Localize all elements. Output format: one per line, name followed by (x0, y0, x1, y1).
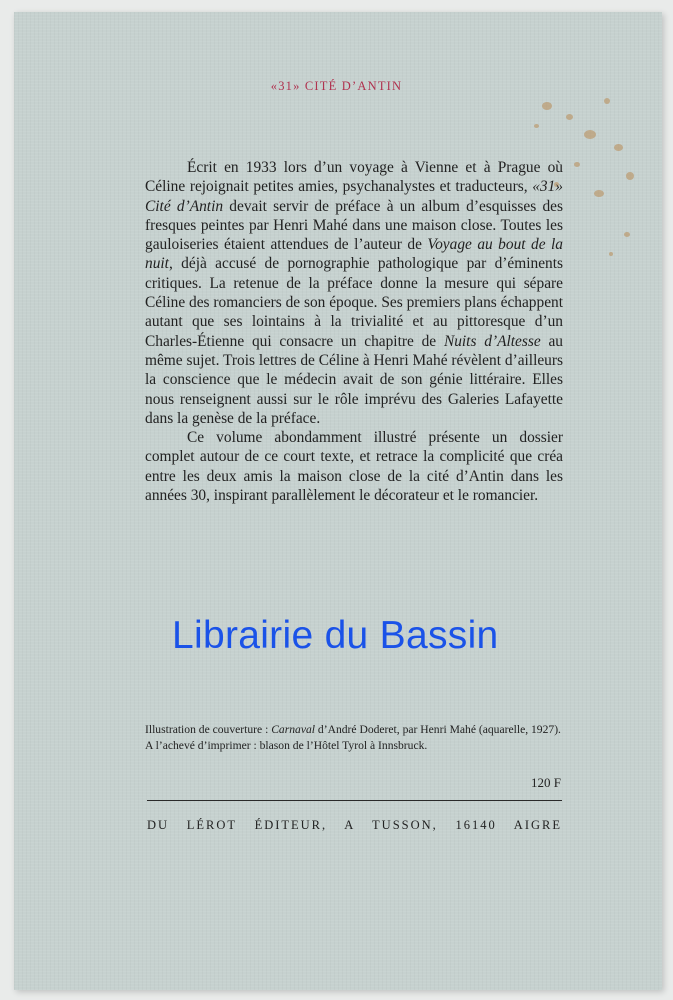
foxing-spot (604, 98, 610, 104)
watermark: Librairie du Bassin (172, 614, 499, 657)
divider-rule (147, 800, 562, 801)
credit-line-printing: A l’achevé d’imprimer : blason de l’Hôtel Tyrol à Innsbruck. (145, 738, 428, 752)
foxing-spot (534, 124, 539, 128)
foxing-spot (626, 172, 634, 180)
blurb-text (145, 158, 563, 505)
text-run: Écrit en 1933 lors d’un voyage à Vienne et à Prague où Céline rejoignait petites amies, psychanalystes et traducteurs, (145, 159, 563, 196)
foxing-spot (566, 114, 573, 120)
book-title-italic: Voyage au bout de la nuit (145, 236, 563, 273)
text-run: , déjà accusé de pornographie pathologique par d’éminents critiques. La retenue de la préface donne la mesure qui sépare Céline des romanciers de son époque. Ses premiers plans échappent autant que ses lointains à la trivialité et au pittoresque d’un Charles-Étienne qui consacre un chapitre de (145, 255, 563, 350)
blurb-paragraph-2: Ce volume abondamment illustré présente un dossier complet autour de ce court texte, et retrace la complicité que créa entre les deux amis la maison close de la cité d’Antin dans les années 30, inspirant parallèlement le décorateur et le romancier. (145, 429, 563, 505)
foxing-spot (542, 102, 552, 110)
publisher-line: DU LÉROT ÉDITEUR, A TUSSON, 16140 AIGRE (147, 818, 562, 832)
book-title-italic: «31» Cité d’Antin (145, 178, 563, 215)
cover-credits (145, 722, 565, 754)
foxing-spot (624, 232, 630, 237)
book-title-italic: Nuits d’Altesse (443, 332, 541, 350)
text-run: d’André Doderet, par Henri Mahé (aquarelle, 1927). (315, 723, 561, 736)
price-label: 120 F (531, 775, 561, 790)
text-run: au même sujet. Trois lettres de Céline à Henri Mahé révèlent d’ailleurs la conscience que le médecin avait de son génie littéraire. Elles nous renseignent aussi sur le rôle imprévu des Galeries Lafayette dans la genèse de la préface. (145, 332, 564, 427)
blurb-paragraph-1 (145, 158, 563, 428)
foxing-spot (594, 190, 604, 197)
foxing-spot (609, 252, 613, 256)
page-title: «31» CITÉ D’ANTIN (270, 79, 403, 93)
foxing-spot (574, 162, 580, 167)
text-run: Illustration de couverture : (145, 723, 272, 736)
artwork-title-italic: Carnaval (271, 723, 316, 736)
foxing-spot (614, 144, 623, 151)
credit-line-illustration (145, 722, 565, 738)
text-run: devait servir de préface à un album d’esquisses des fresques peintes par Henri Mahé dans une maison close. Toutes les gauloiseries étaient attendues de l’auteur de (145, 197, 563, 254)
foxing-spot (584, 130, 596, 139)
